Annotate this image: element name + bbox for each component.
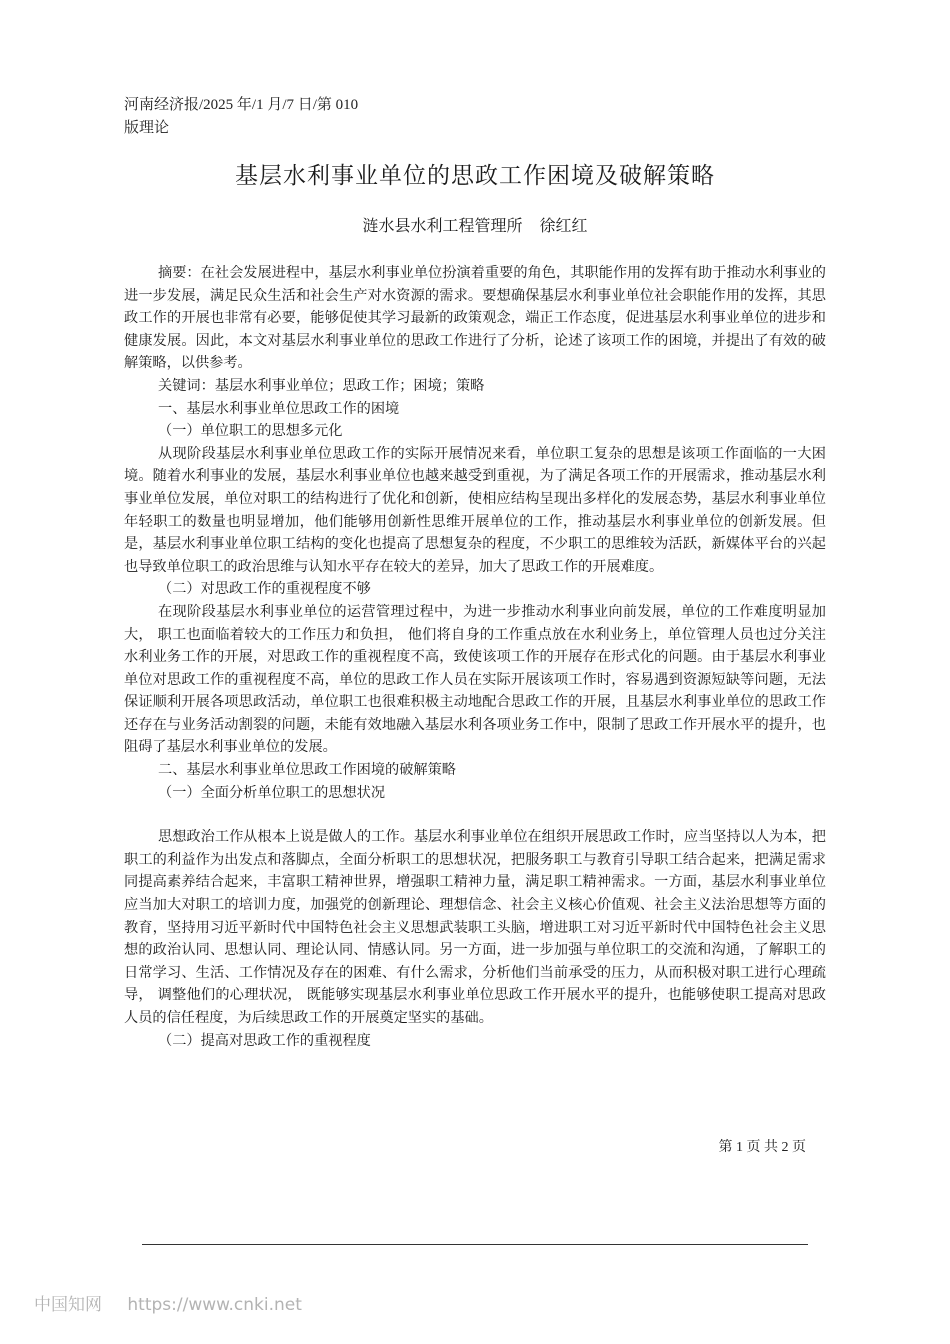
body-paragraph: 从现阶段基层水利事业单位思政工作的实际开展情况来看，单位职工复杂的思想是该项工作面临的一大困境。随着水利事业的发展，基层水利事业单位也越来越受到重视，为了满足各项工作的开展需求，推动基层水利事业单位发展，单位对职工的结构进行了优化和创新，使相应结构呈现出多样化的发展态势，基层水利事业单位年轻职工的数量也明显增加，他们能够用创新性思维开展单位的工作，推动基层水利事业单位的创新发展。但是，基层水利事业单位职工结构的变化也提高了思想复杂的程度，不少职工的思维较为活跃，新媒体平台的兴起也导致单位职工的政治思维与认知水平存在较大的差异，加大了思政工作的开展难度。 <box>124 445 826 575</box>
subsection-heading-1-2: （二）对思政工作的重视程度不够 <box>158 581 371 598</box>
subsection-heading-2-2: （二）提高对思政工作的重视程度 <box>158 1032 371 1049</box>
source-line-1: 河南经济报/2025 年/1 月/7 日/第 010 <box>124 97 359 113</box>
article-title: 基层水利事业单位的思政工作困境及破解策略 <box>235 163 715 189</box>
source-info <box>124 94 424 140</box>
section-heading-2: 二、基层水利事业单位思政工作困境的破解策略 <box>158 762 456 779</box>
author-line <box>0 214 950 238</box>
watermark-brand: 中国知网 <box>34 1295 102 1315</box>
keywords-line: 关键词：基层水利事业单位；思政工作；困境；策略 <box>158 377 485 394</box>
subsection-heading-1-1: （一）单位职工的思想多元化 <box>158 423 343 440</box>
author-organization: 涟水县水利工程管理所 <box>362 216 523 235</box>
author-name: 徐红红 <box>539 216 588 235</box>
watermark-url: https://www.cnki.net <box>127 1295 302 1315</box>
source-line-2: 版理论 <box>124 120 170 136</box>
footer-divider <box>142 1244 808 1245</box>
body-paragraph: 在现阶段基层水利事业单位的运营管理过程中，为进一步推动水利事业向前发展，单位的工作难度明显加大， 职工也面临着较大的工作压力和负担， 他们将自身的工作重点放在水利业务上，单位管理人员也过分关注水利业务工作的开展，对思政工作的重视程度不高，致使该项工作的开展存在形式化的问题。由于基层水利事业单位对思政工作的重视程度不高，单位的思政工作人员在实际开展该项工作时，容易遇到资源短缺等问题，无法保证顺利开展各项思政活动，单位职工也很难积极主动地配合思政工作的开展，且基层水利事业单位的思政工作还存在与业务活动割裂的问题，未能有效地融入基层水利各项业务工作中，限制了思政工作开展水平的提升，也阻碍了基层水利事业单位的发展。 <box>124 603 826 756</box>
subsection-heading-2-1: （一）全面分析单位职工的思想状况 <box>158 784 386 801</box>
body-paragraph: 思想政治工作从根本上说是做人的工作。基层水利事业单位在组织开展思政工作时，应当坚持以人为本，把职工的利益作为出发点和落脚点，全面分析职工的思想状况，把服务职工与教育引导职工结合起来，把满足需求同提高素养结合起来，丰富职工精神世界，增强职工精神力量，满足职工精神需求。一方面，基层水利事业单位应当加大对职工的培训力度，加强党的创新理论、理想信念、社会主义核心价值观、社会主义法治思想等方面的教育，坚持用习近平新时代中国特色社会主义思想武装职工头脑，增进职工对习近平新时代中国特色社会主义思想的政治认同、思想认同、理论认同、情感认同。另一方面，进一步加强与单位职工的交流和沟通，了解职工的日常学习、生活、工作情况及存在的困难、有什么需求，分析他们当前承受的压力，从而积极对职工进行心理疏导， 调整他们的心理状况， 既能够实现基层水利事业单位思政工作开展水平的提升，也能够使职工提高对思政人员的信任程度，为后续思政工作的开展奠定坚实的基础。 <box>124 829 826 1026</box>
abstract-paragraph: 摘要：在社会发展进程中，基层水利事业单位扮演着重要的角色，其职能作用的发挥有助于推动水利事业的进一步发展，满足民众生活和社会生产对水资源的需求。要想确保基层水利事业单位社会职能作用的发挥，其思政工作的开展也非常有必要，能够促使其学习最新的政策观念，端正工作态度，促进基层水利事业单位的进步和健康发展。因此，本文对基层水利事业单位的思政工作进行了分析，论述了该项工作的困境，并提出了有效的破解策略，以供参考。 <box>124 265 826 372</box>
article-body <box>124 262 826 1052</box>
cnki-watermark <box>34 1292 302 1318</box>
section-heading-1: 一、基层水利事业单位思政工作的困境 <box>158 400 400 417</box>
page-number: 第 1 页 共 2 页 <box>718 1140 806 1155</box>
